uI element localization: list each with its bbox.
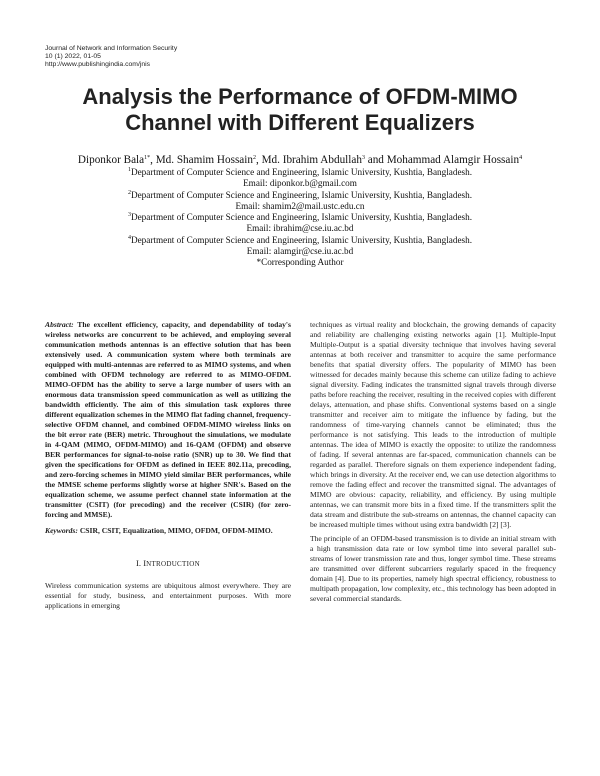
abstract <box>45 320 291 520</box>
section-first-letter: I <box>143 558 147 568</box>
author-sep: and <box>364 154 387 166</box>
affiliation-sup: 4 <box>127 234 131 241</box>
intro-paragraph: Wireless communication systems are ubiquitous almost everywhere. They are essential for study, business, and entertainment purposes. With more applications in emerging <box>45 581 291 610</box>
author-sup: 4 <box>519 155 523 161</box>
section-heading <box>45 558 291 569</box>
affiliation-email: Email: ibrahim@cse.iu.ac.bd <box>246 223 354 234</box>
affiliation-sup: 1 <box>127 167 131 173</box>
right-column <box>310 320 556 604</box>
author-sup: 2 <box>252 155 256 161</box>
author-sep: , <box>255 154 262 166</box>
affiliation-dept: $^2$Department of Computer Science and Engineering, Islamic University, Kushtia, Bangladesh. <box>127 189 473 200</box>
author-name: Diponkor Bala <box>77 154 145 166</box>
journal-name: Journal of Network and Information Security <box>45 45 178 52</box>
author-name: Md. Ibrahim Abdullah <box>261 154 362 166</box>
affiliation-dept: $^1$Department of Computer Science and Engineering, Islamic University, Kushtia, Bangladesh. <box>127 167 473 177</box>
author-list <box>30 153 570 167</box>
affiliation-list <box>30 167 570 269</box>
affiliation-sup: 3 <box>127 212 131 219</box>
paper-title <box>20 84 580 136</box>
body-paragraph: The principle of an OFDM-based transmission is to divide an initial stream with a high transmission data rate or low symbol time into several parallel sub-streams of lower transmission rate and thus, longer symbol time. These streams are transmitted over different subcarriers regularly spaced in the frequency domain [4]. Due to its properties, namely high spectral efficiency, robustness to multipath propagation, low complexity, etc., this technology has been adopted in several commercial standards. <box>310 534 556 603</box>
section-numeral: I. <box>136 558 142 568</box>
title-line-2: Channel with Different Equalizers <box>125 110 475 135</box>
journal-header <box>45 45 177 69</box>
corresponding-author: *Corresponding Author <box>256 257 344 268</box>
affiliation-dept: $^3$Department of Computer Science and Engineering, Islamic University, Kushtia, Bangladesh. <box>127 212 473 223</box>
title-line-1: Analysis the Performance of OFDM-MIMO <box>82 84 518 109</box>
body-paragraph: techniques as virtual reality and blockchain, the growing demands of capacity and reliability are challenging existing networks again [1]. Multiple-Input Multiple-Output is a spatial diversity technique that involves having several antennas at both receiver and transmitter to acquire the same performance benefits that spatial diversity offers. The popularity of MIMO has been witnessed for decades mainly because this scheme can utilize fading to achieve signal diversity. Fading indicates the transmitted signal travels through diverse paths before reaching the receiver, resulting in the received copies with different delays, attenuation, and phase shifts. Conventional systems based on a single transmitter and receiver aim to mitigate the influence by fading, but the randomness of time-varying channels cannot be eliminated; thus the performance is not satisfying. This leads to the introduction of multiple antennas. The idea of MIMO is exactly the opposite: to utilize the randomness of fading. If several antennas are far-spaced, communication channels can be regarded as parallel. Therefore signals on them experience independent fading, which brings in diversity. At the receiver end, we can use detection algorithms to remove the fading effect and recover the transmitted signal. The advantages of MIMO are obvious: capacity, reliability, and efficiency. By using multiple antennas, we can transmit more bits in a fixed time. If the transmitters split the data stream and distribute the sub-streams on antennas, the channel capacity can be increased multiple times without using extra bandwidth [2] [3]. <box>310 320 556 529</box>
author-name: Md. Shamim Hossain <box>155 154 253 166</box>
affiliation-email: Email: diponkor.b@gmail.com <box>243 178 357 189</box>
abstract-text: The excellent efficiency, capacity, and dependability of today's wireless networks are concurrent to be achieved, and employing several communication methods antennas is an effective solution that has been extensively used. A communication system where both terminals are equipped with multi-antennas are referred to as MIMO systems, and when combined with OFDM technology are referred to as MIMO-OFDM. MIMO-OFDM has the ability to serve a large number of users with an enormous data transmission speed communication as well as utilizing the bandwidth efficiently. The aim of this simulation task explores three different equalization schemes in the MIMO flat fading channel, frequency-selective OFDM channel, and combined OFDM-MIMO wireless links on the bit error rate (BER) metric. Throughout the simulations, we modulate in 4-QAM (MIMO, OFDM-MIMO) and 16-QAM (OFDM) and observe BER performances for signal-to-noise ratio (SNR) up to 30. We find that given the specifications for OFDM as defined in IEEE 802.11a, precoding, and zero-forcing schemes in MIMO yield similar BER performances, while the MMSE scheme performs slightly worse at higher SNR's. Based on the equalization scheme, we assume perfect channel state information at the transmitter (CSIT) (for precoding) and the receiver (CSIR) (for zero-forcing and MMSE). <box>45 320 291 519</box>
affiliation-sup: 2 <box>127 189 131 196</box>
affiliation-email: Email: alamgir@cse.iu.ac.bd <box>246 246 354 257</box>
journal-issue: 10 (1) 2022, 01-05 <box>45 53 101 60</box>
left-column <box>45 320 291 611</box>
affiliation-dept: $^4$Department of Computer Science and Engineering, Islamic University, Kushtia, Bangladesh. <box>127 234 473 245</box>
keywords <box>45 526 291 536</box>
section-title-rest: NTRODUCTION <box>146 560 200 568</box>
keywords-label: Keywords: <box>45 526 78 535</box>
author-name: Mohammad Alamgir Hossain <box>386 154 520 166</box>
journal-url[interactable]: http://www.publishingindia.com/jnis <box>45 61 151 68</box>
author-sep: , <box>150 154 156 166</box>
abstract-label: Abstract: <box>45 320 74 329</box>
author-sup: 3 <box>361 155 365 161</box>
author-sup: 1* <box>144 155 151 161</box>
affiliation-email: Email: shamim2@mail.ustc.edu.cn <box>235 200 365 211</box>
keywords-text: CSIR, CSIT, Equalization, MIMO, OFDM, OFDM-MIMO. <box>79 526 273 535</box>
